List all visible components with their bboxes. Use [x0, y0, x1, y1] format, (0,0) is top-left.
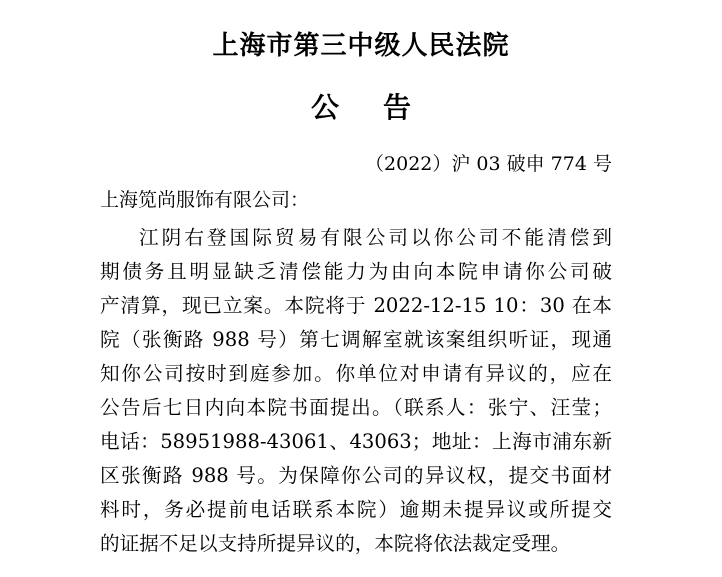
body-line-9: 料时，务必提前电话联系本院）逾期未提异议或所提交	[100, 498, 612, 521]
notice-title-char-1: 公	[310, 91, 339, 124]
body-line-5: 知你公司按时到庭参加。你单位对申请有异议的，应在	[100, 362, 612, 385]
body-line-4: 院（张衡路 988 号）第七调解室就该案组织听证，现通	[100, 328, 612, 351]
body-line-3: 产清算，现已立案。本院将于 2022-12-15 10：30 在本	[100, 294, 612, 317]
body-line-7: 电话：58951988-43061、43063；地址：上海市浦东新	[100, 430, 612, 453]
body-line-10: 的证据不足以支持所提异议的，本院将依法裁定受理。	[100, 532, 571, 555]
body-line-1: 江阴右登国际贸易有限公司以你公司不能清偿到	[139, 226, 612, 249]
case-number: （2022）沪 03 破申 774 号	[365, 153, 612, 175]
notice-title-char-2: 告	[383, 91, 412, 124]
addressee: 上海笕尚服饰有限公司：	[100, 189, 310, 211]
notice-title	[0, 90, 722, 126]
court-name-heading: 上海市第三中级人民法院	[212, 31, 510, 61]
body-line-6: 公告后七日内向本院书面提出。（联系人：张宁、汪莹；	[100, 396, 612, 419]
body-line-8: 区张衡路 988 号。为保障你公司的异议权，提交书面材	[100, 464, 612, 487]
body-line-2: 期债务且明显缺乏清偿能力为由向本院申请你公司破	[100, 260, 612, 283]
